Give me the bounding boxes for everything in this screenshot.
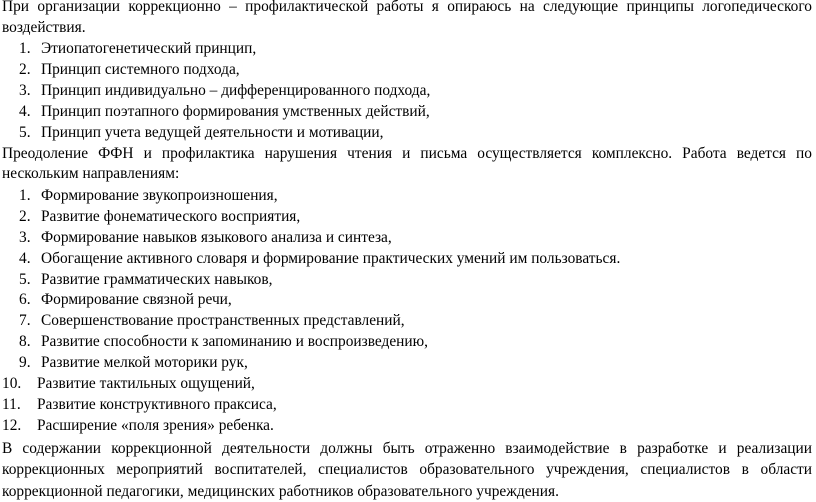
list-item-number: 1. [19, 40, 31, 58]
list-item-number: 7. [19, 312, 31, 330]
list-item-text: Принцип системного подхода, [41, 61, 240, 79]
list-item [0, 60, 816, 81]
list-item [0, 416, 816, 437]
list-item-number: 6. [19, 291, 31, 309]
list-item-number: 1. [19, 186, 31, 204]
intro-paragraph: При организации коррекционно – профилактической работы я опираюсь на следующие принципы логопедического воздействия. [2, 0, 812, 36]
list-item-text: Совершенствование пространственных представлений, [41, 312, 405, 330]
list-item [0, 39, 816, 60]
list-item [0, 102, 816, 123]
list-item [0, 374, 816, 395]
principles-list [0, 39, 816, 144]
list-item-text: Этиопатогенетический принцип, [41, 40, 257, 58]
list-item [0, 332, 816, 353]
list-item-number: 12. [2, 416, 22, 434]
list-item-number: 4. [19, 102, 31, 120]
list-item-text: Развитие конструктивного праксиса, [37, 395, 277, 413]
list-item-text: Обогащение активного словаря и формирование практических умений им пользоваться. [41, 249, 621, 267]
list-item [0, 228, 816, 249]
list-item-text: Развитие фонематического восприятия, [41, 207, 301, 225]
list-item [0, 353, 816, 374]
list-item [0, 81, 816, 102]
list-item-number: 2. [19, 207, 31, 225]
list-item-number: 4. [19, 249, 31, 267]
list-item-number: 10. [2, 375, 22, 393]
list-item-text: Развитие мелкой моторики рук, [41, 354, 248, 372]
list-item [0, 123, 816, 144]
list-item-number: 2. [19, 61, 31, 79]
list-item-text: Развитие тактильных ощущений, [37, 375, 255, 393]
list-item-number: 3. [19, 228, 31, 246]
list-item-number: 5. [19, 270, 31, 288]
list-item-text: Развитие способности к запоминанию и воспроизведению, [41, 333, 428, 351]
conclusion-paragraph: В содержании коррекционной деятельности должны быть отраженно взаимодействие в разработке и реализации коррекционных мероприятий воспитателей, специалистов образовательного учреждения, специалистов в области коррекционной педагогики, медицинских работников образовательного учреждения. [2, 439, 812, 500]
list-item-text: Расширение «поля зрения» ребенка. [37, 416, 274, 434]
list-item-text: Формирование навыков языкового анализа и синтеза, [41, 228, 392, 246]
directions-intro-paragraph: Преодоление ФФН и профилактика нарушения чтения и письма осуществляется комплексно. Работа ведется по нескольким направлениям: [2, 144, 812, 183]
list-item-text: Принцип индивидуально – дифференцированного подхода, [41, 82, 431, 99]
list-item [0, 186, 816, 207]
list-item-text: Принцип поэтапного формирования умственных действий, [41, 102, 430, 120]
list-item [0, 207, 816, 228]
list-item-text: Формирование звукопроизношения, [41, 186, 278, 204]
list-item-text: Развитие грамматических навыков, [41, 270, 273, 288]
list-item [0, 249, 816, 270]
list-item-number: 8. [19, 333, 31, 351]
list-item [0, 270, 816, 291]
list-item-number: 3. [19, 82, 31, 99]
list-item-text: Принцип учета ведущей деятельности и мотивации, [41, 123, 384, 141]
list-item [0, 395, 816, 416]
list-item [0, 290, 816, 311]
list-item-text: Формирование связной речи, [41, 291, 232, 309]
list-item [0, 311, 816, 332]
list-item-number: 9. [19, 354, 31, 372]
directions-list [0, 186, 816, 437]
list-item-number: 11. [2, 395, 21, 413]
list-item-number: 5. [19, 123, 31, 141]
